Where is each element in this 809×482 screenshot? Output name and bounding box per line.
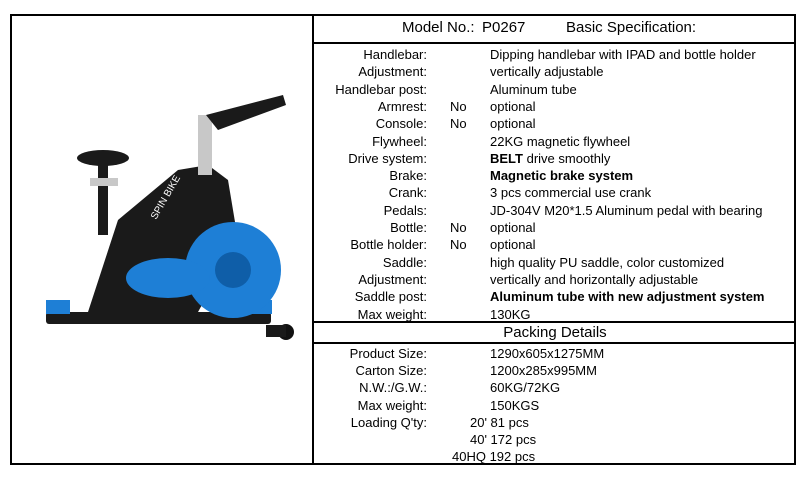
spec-label: Handlebar post: — [335, 81, 427, 97]
spec-value: high quality PU saddle, color customized — [490, 254, 725, 270]
spec-value-emphasis: BELT — [490, 150, 523, 166]
spec-presence: No — [450, 116, 467, 132]
spec-label: Max weight: — [357, 306, 427, 322]
spec-label: Saddle: — [382, 254, 427, 270]
packing-label: Max weight: — [357, 397, 427, 413]
spec-title: Basic Specification: — [566, 19, 697, 36]
spec-presence: No — [450, 98, 467, 114]
packing-label: Product Size: — [349, 346, 427, 361]
spec-label: Drive system: — [348, 150, 427, 166]
spec-value: optional — [490, 220, 536, 235]
spec-value: Aluminum tube with new adjustment system — [490, 289, 765, 305]
spec-value: Dipping handlebar with IPAD and bottle holder — [490, 47, 756, 62]
packing-value: 60KG/72KG — [490, 380, 561, 396]
spec-value: JD-304V M20*1.5 Aluminum pedal with bearing — [490, 202, 763, 218]
spec-presence: No — [450, 220, 467, 235]
spec-label: Console: — [375, 116, 427, 132]
spec-label: Adjustment: — [358, 64, 427, 80]
spec-value-rest: drive smoothly — [522, 150, 611, 166]
spec-label: Bottle: — [390, 220, 427, 235]
packing-title: Packing Details — [503, 324, 607, 341]
packing-label: Carton Size: — [355, 363, 427, 379]
model-value: P0267 — [482, 19, 526, 36]
spec-label: Flywheel: — [372, 133, 427, 149]
spec-value: optional — [490, 98, 536, 114]
frame-brand-text: SPIN BIKE — [149, 173, 184, 222]
spec-label: Pedals: — [383, 202, 427, 218]
spec-value: optional — [490, 116, 536, 132]
spec-value: vertically adjustable — [490, 64, 604, 80]
spec-label: Brake: — [389, 168, 427, 184]
spec-value: 22KG magnetic flywheel — [490, 133, 631, 149]
spec-value: 3 pcs commercial use crank — [490, 185, 652, 201]
spec-value — [490, 150, 610, 167]
header-divider — [312, 42, 796, 44]
spec-label: Handlebar: — [363, 47, 427, 62]
packing-value: 40HQ 192 pcs — [452, 449, 536, 465]
spec-label: Adjustment: — [358, 271, 427, 287]
spec-label: Armrest: — [377, 98, 427, 114]
spec-value: optional — [490, 237, 536, 253]
spec-presence: No — [450, 237, 467, 253]
packing-value: 20' 81 pcs — [470, 414, 529, 430]
spec-label: Crank: — [388, 185, 427, 201]
spec-value: 130KG — [490, 306, 531, 322]
packing-value: 150KGS — [490, 397, 540, 413]
spec-value: Aluminum tube — [490, 81, 577, 97]
model-label: Model No.: — [402, 19, 475, 36]
spec-label: Bottle holder: — [350, 237, 427, 253]
spec-value: Magnetic brake system — [490, 168, 634, 184]
packing-label: N.W.:/G.W.: — [359, 380, 427, 396]
packing-value: 1290x605x1275MM — [490, 346, 605, 361]
spec-value: vertically and horizontally adjustable — [490, 271, 699, 287]
spec-label: Saddle post: — [354, 289, 427, 305]
packing-value: 40' 172 pcs — [470, 432, 537, 447]
packing-value: 1200x285x995MM — [490, 363, 597, 379]
packing-label: Loading Q'ty: — [350, 414, 427, 430]
packing-bottom-divider — [312, 342, 796, 344]
